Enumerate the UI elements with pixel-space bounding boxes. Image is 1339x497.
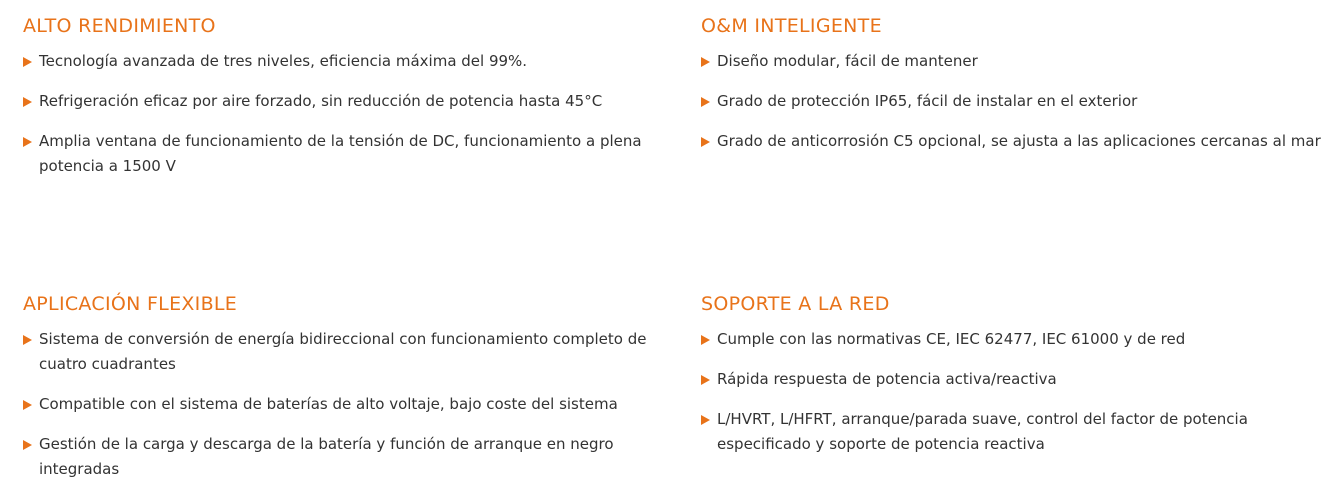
triangle-bullet-icon bbox=[701, 335, 710, 345]
list-item-text: Sistema de conversión de energía bidireccional con funcionamiento completo de cuatro cuadrantes bbox=[39, 330, 647, 373]
list-item bbox=[701, 89, 1339, 114]
feature-list bbox=[23, 327, 663, 497]
list-item bbox=[23, 392, 663, 417]
triangle-bullet-icon bbox=[701, 375, 710, 385]
triangle-bullet-icon bbox=[23, 440, 32, 450]
list-item-text: Cumple con las normativas CE, IEC 62477, IEC 61000 y de red bbox=[717, 330, 1186, 348]
triangle-bullet-icon bbox=[701, 57, 710, 67]
list-item-text: L/HVRT, L/HFRT, arranque/parada suave, control del factor de potencia especificado y soporte de potencia reactiva bbox=[717, 410, 1248, 453]
list-item bbox=[701, 49, 1339, 74]
list-item-text: Refrigeración eficaz por aire forzado, sin reducción de potencia hasta 45°C bbox=[39, 92, 603, 110]
list-item bbox=[701, 327, 1339, 352]
list-item bbox=[23, 432, 663, 482]
section-title: SOPORTE A LA RED bbox=[701, 293, 890, 315]
list-item-text: Amplia ventana de funcionamiento de la tensión de DC, funcionamiento a plena potencia a 1500 V bbox=[39, 132, 642, 175]
section-title: O&M INTELIGENTE bbox=[701, 15, 882, 37]
list-item-text: Diseño modular, fácil de mantener bbox=[717, 52, 978, 70]
triangle-bullet-icon bbox=[701, 137, 710, 147]
triangle-bullet-icon bbox=[23, 335, 32, 345]
section-soporte-a-la-red bbox=[701, 292, 1339, 453]
list-item-text: Gestión de la carga y descarga de la batería y función de arranque en negro integradas bbox=[39, 435, 614, 478]
section-title: ALTO RENDIMIENTO bbox=[23, 15, 216, 37]
list-item-text: Rápida respuesta de potencia activa/reactiva bbox=[717, 370, 1057, 388]
triangle-bullet-icon bbox=[23, 97, 32, 107]
feature-list bbox=[701, 49, 1339, 169]
section-aplicacion-flexible bbox=[23, 292, 663, 478]
list-item bbox=[23, 89, 663, 114]
list-item bbox=[23, 129, 663, 179]
triangle-bullet-icon bbox=[701, 97, 710, 107]
list-item bbox=[23, 49, 663, 74]
feature-list bbox=[701, 327, 1339, 472]
list-item-text: Compatible con el sistema de baterías de alto voltaje, bajo coste del sistema bbox=[39, 395, 618, 413]
triangle-bullet-icon bbox=[23, 57, 32, 67]
list-item-text: Grado de protección IP65, fácil de instalar en el exterior bbox=[717, 92, 1138, 110]
list-item-text: Grado de anticorrosión C5 opcional, se ajusta a las aplicaciones cercanas al mar bbox=[717, 132, 1321, 150]
triangle-bullet-icon bbox=[701, 415, 710, 425]
list-item bbox=[23, 327, 663, 377]
list-item bbox=[701, 129, 1339, 154]
section-om-inteligente bbox=[701, 14, 1339, 150]
list-item bbox=[701, 367, 1339, 392]
feature-list bbox=[23, 49, 663, 194]
section-alto-rendimiento bbox=[23, 14, 663, 175]
triangle-bullet-icon bbox=[23, 137, 32, 147]
section-title: APLICACIÓN FLEXIBLE bbox=[23, 293, 238, 315]
triangle-bullet-icon bbox=[23, 400, 32, 410]
list-item-text: Tecnología avanzada de tres niveles, eficiencia máxima del 99%. bbox=[39, 52, 528, 70]
list-item bbox=[701, 407, 1339, 457]
